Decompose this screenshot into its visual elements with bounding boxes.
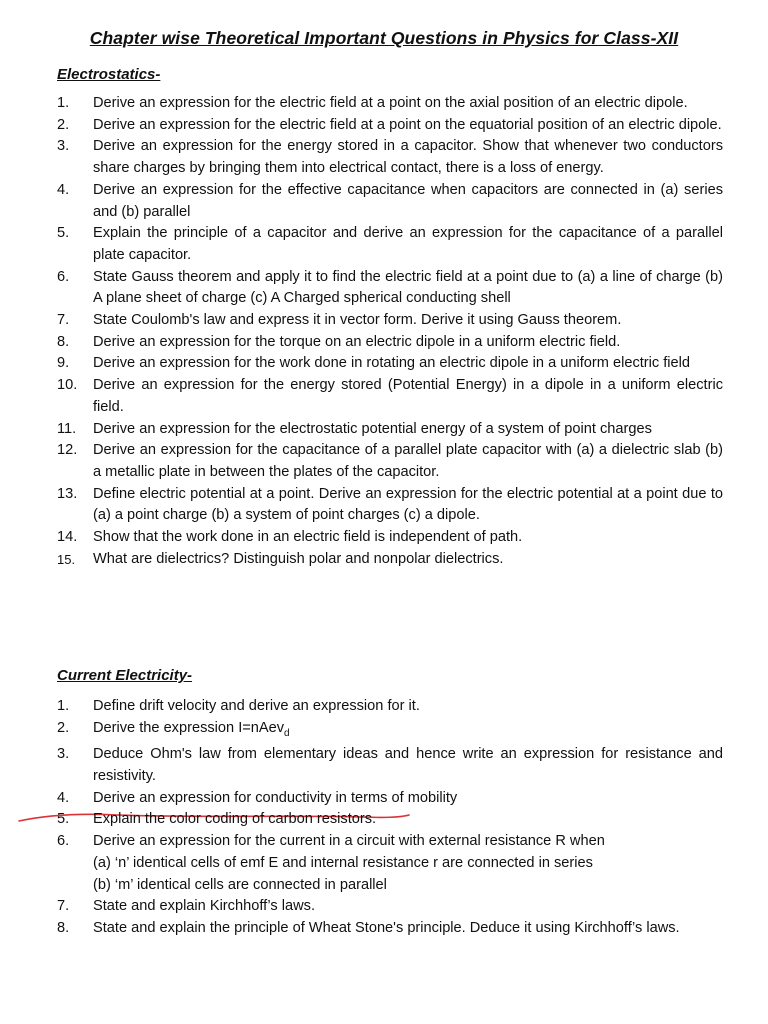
- question-text: Derive an expression for the effective capacitance when capacitors are connected in (a) series and (b) parallel: [93, 181, 723, 220]
- current-electricity-question-list: [57, 696, 723, 940]
- question-item: [57, 353, 723, 375]
- question-number: 9.: [57, 355, 70, 372]
- question-number: 8.: [57, 919, 70, 936]
- question-item: [57, 744, 723, 787]
- question-number: 13.: [57, 485, 78, 502]
- question-number: 3.: [57, 138, 70, 155]
- question-item: [57, 115, 723, 137]
- electrostatics-question-list: [57, 93, 723, 570]
- question-number: 2.: [57, 116, 70, 133]
- question-text: Derive an expression for the energy stored in a capacitor. Show that whenever two conductors share charges by bringing them into electrical contact, there is a loss of energy.: [93, 138, 723, 177]
- question-item: [57, 419, 723, 441]
- question-number: 5.: [57, 225, 70, 242]
- question-text: Derive an expression for the electric field at a point on the equatorial position of an electric dipole.: [93, 116, 722, 133]
- question-item: [57, 223, 723, 266]
- question-text: Show that the work done in an electric field is independent of path.: [93, 529, 523, 546]
- question-item: [57, 696, 723, 718]
- question-number: 14.: [57, 529, 78, 546]
- question-number: 1.: [57, 95, 70, 111]
- question-item: [57, 136, 723, 179]
- question-text: Deduce Ohm's law from elementary ideas and hence write an expression for resistance and resistivity.: [93, 746, 723, 785]
- question-item: [57, 527, 723, 549]
- question-text: Derive an expression for the energy stored (Potential Energy) in a dipole in a uniform electric field.: [93, 377, 723, 415]
- question-number: 15.: [57, 551, 76, 567]
- question-item: [57, 375, 723, 418]
- question-text: [93, 831, 723, 896]
- question-text: [93, 718, 723, 745]
- question-item: [57, 718, 723, 745]
- question-text: Define electric potential at a point. Derive an expression for the electric potential at a point due to (a) a point charge (b) a system of point charges (c) a dipole.: [93, 485, 723, 524]
- question-text: What are dielectrics? Distinguish polar and nonpolar dielectrics.: [93, 550, 504, 567]
- question-number: 4.: [57, 181, 70, 198]
- question-item: [57, 267, 723, 310]
- question-number: 3.: [57, 746, 70, 763]
- question-text: Derive an expression for the electrostatic potential energy of a system of point charges: [93, 420, 652, 437]
- question-item: [57, 549, 723, 571]
- question-text-line: Derive an expression for the current in a circuit with external resistance R when: [93, 833, 605, 850]
- question-item: [57, 310, 723, 332]
- question-item: [57, 180, 723, 223]
- question-text: State Coulomb's law and express it in vector form. Derive it using Gauss theorem.: [93, 312, 622, 329]
- question-number: 10.: [57, 377, 78, 394]
- question-item: [57, 896, 723, 918]
- question-text-main: Derive the expression I=nAev: [93, 719, 285, 736]
- question-text: State Gauss theorem and apply it to find the electric field at a point due to (a) a line of charge (b) A plane sheet of charge (c) A Charged spherical conducting shell: [93, 268, 723, 307]
- question-item: [57, 809, 723, 831]
- question-text-line: (a) ‘n’ identical cells of emf E and internal resistance r are connected in series: [93, 854, 593, 871]
- question-number: 6.: [57, 268, 70, 285]
- question-text: State and explain the principle of Wheat Stone's principle. Deduce it using Kirchhoff’s laws.: [93, 919, 680, 936]
- question-number: 5.: [57, 811, 70, 828]
- question-text: Derive an expression for the capacitance of a parallel plate capacitor with (a) a dielectric slab (b) a metallic plate in between the plates of the capacitor.: [93, 442, 723, 480]
- question-item: [57, 440, 723, 483]
- question-text: Explain the principle of a capacitor and derive an expression for the capacitance of a parallel plate capacitor.: [93, 225, 723, 263]
- question-item: [57, 93, 723, 115]
- section-heading-current-electricity: Current Electricity-: [57, 667, 193, 684]
- question-number: 8.: [57, 333, 70, 350]
- question-text: Define drift velocity and derive an expression for it.: [93, 698, 420, 714]
- question-text: Derive an expression for the electric field at a point on the axial position of an electric dipole.: [93, 95, 688, 111]
- question-number: 1.: [57, 698, 70, 714]
- question-item: [57, 831, 723, 896]
- struck-text: Explain the color coding of carbon resistors.: [93, 811, 377, 828]
- subscript: d: [284, 727, 290, 739]
- question-text-line: (b) ‘m’ identical cells are connected in parallel: [93, 876, 387, 893]
- question-item: [57, 918, 723, 940]
- question-number: 2.: [57, 719, 70, 736]
- question-text: Derive an expression for the torque on an electric dipole in a uniform electric field.: [93, 333, 621, 350]
- question-number: 7.: [57, 898, 70, 915]
- question-text: Derive an expression for conductivity in terms of mobility: [93, 789, 458, 806]
- question-number: 12.: [57, 442, 78, 459]
- section-heading-electrostatics: Electrostatics-: [57, 66, 161, 83]
- question-text: Derive an expression for the work done in rotating an electric dipole in a uniform electric field: [93, 355, 691, 372]
- question-number: 4.: [57, 789, 70, 806]
- question-number: 11.: [57, 420, 77, 437]
- question-item: [57, 332, 723, 354]
- question-number: 6.: [57, 833, 70, 850]
- question-text: State and explain Kirchhoff’s laws.: [93, 898, 316, 915]
- question-number: 7.: [57, 312, 70, 329]
- page-title: Chapter wise Theoretical Important Questions in Physics for Class-XII: [89, 28, 679, 48]
- question-item: [57, 484, 723, 527]
